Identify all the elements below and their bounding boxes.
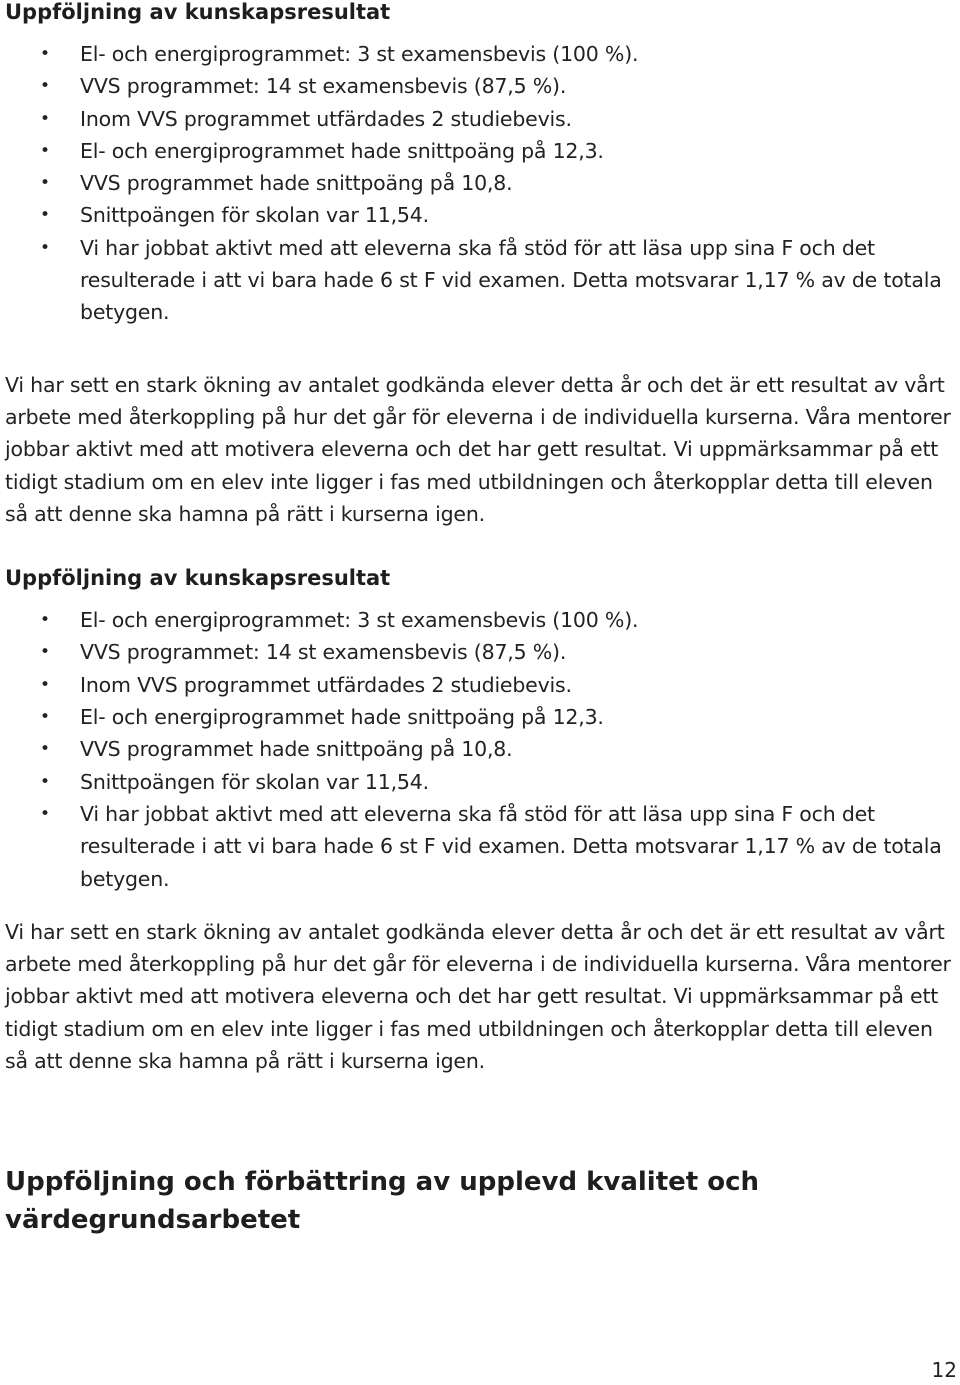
bullet-icon: • — [40, 173, 50, 194]
major-heading: Uppföljning och förbättring av upplevd kvalitet och värdegrundsarbetet — [5, 1167, 760, 1236]
bullet-list — [5, 38, 955, 329]
list-item: • Vi har jobbat aktivt med att eleverna ska få stöd för att läsa upp sina F och det resulterade i att vi bara hade 6 st F vid examen. Detta motsvarar 1,17 % av de totala betygen. — [5, 798, 955, 895]
list-item: • Inom VVS programmet utfärdades 2 studiebevis. — [5, 103, 955, 135]
list-item: • El- och energiprogrammet: 3 st examensbevis (100 %). — [5, 38, 955, 70]
section-heading: Uppföljning av kunskapsresultat — [5, 566, 391, 591]
bullet-icon: • — [40, 76, 50, 97]
bullet-icon: • — [40, 44, 50, 64]
bullet-icon: • — [40, 674, 50, 695]
document-page — [5, 0, 955, 1239]
list-item: • VVS programmet hade snittpoäng på 10,8. — [5, 167, 955, 199]
section-heading: Uppföljning av kunskapsresultat — [5, 0, 391, 24]
list-item: • VVS programmet: 14 st examensbevis (87,5 %). — [5, 70, 955, 102]
list-item: • VVS programmet: 14 st examensbevis (87,5 %). — [5, 636, 955, 668]
bullet-icon: • — [40, 108, 50, 129]
list-item: • Inom VVS programmet utfärdades 2 studiebevis. — [5, 669, 955, 701]
bullet-icon: • — [40, 610, 50, 631]
bullet-icon: • — [40, 205, 50, 226]
list-item: • Vi har jobbat aktivt med att eleverna ska få stöd för att läsa upp sina F och det resulterade i att vi bara hade 6 st F vid examen. Detta motsvarar 1,17 % av de totala betygen. — [5, 232, 955, 329]
page-number: 12 — [931, 1358, 957, 1382]
list-item: • Snittpoängen för skolan var 11,54. — [5, 199, 955, 231]
bullet-icon: • — [40, 237, 50, 258]
list-item: • VVS programmet hade snittpoäng på 10,8. — [5, 733, 955, 765]
bullet-icon: • — [40, 642, 50, 663]
body-paragraph: Vi har sett en stark ökning av antalet godkända elever detta år och det är ett resultat av vårt arbete med återkoppling på hur det går för eleverna i de individuella kurserna. Våra mentorer jobbar aktivt med att motivera eleverna och det har gett resultat. Vi uppmärksammar på ett tidigt stadium om en elev inte ligger i fas med utbildningen och återkopplar detta till eleven så att denne ska hamna på rätt i kurserna igen. — [5, 919, 951, 1074]
list-item: • Snittpoängen för skolan var 11,54. — [5, 766, 955, 798]
section-top — [5, 0, 955, 530]
bullet-list — [5, 604, 955, 895]
bullet-icon: • — [40, 803, 50, 824]
bullet-icon: • — [40, 771, 50, 792]
list-item: • El- och energiprogrammet: 3 st examensbevis (100 %). — [5, 604, 955, 636]
bullet-icon: • — [40, 739, 50, 760]
list-item: • El- och energiprogrammet hade snittpoäng på 12,3. — [5, 135, 955, 167]
body-paragraph: Vi har sett en stark ökning av antalet godkända elever detta år och det är ett resultat av vårt arbete med återkoppling på hur det går för eleverna i de individuella kurserna. Våra mentorer jobbar aktivt med att motivera eleverna och det har gett resultat. Vi uppmärksammar på ett tidigt stadium om en elev inte ligger i fas med utbildningen och återkopplar detta till eleven så att denne ska hamna på rätt i kurserna igen. — [5, 372, 951, 526]
bullet-icon: • — [40, 140, 50, 161]
list-item: • El- och energiprogrammet hade snittpoäng på 12,3. — [5, 701, 955, 733]
section-repeat — [5, 566, 955, 1077]
bullet-icon: • — [40, 707, 50, 728]
